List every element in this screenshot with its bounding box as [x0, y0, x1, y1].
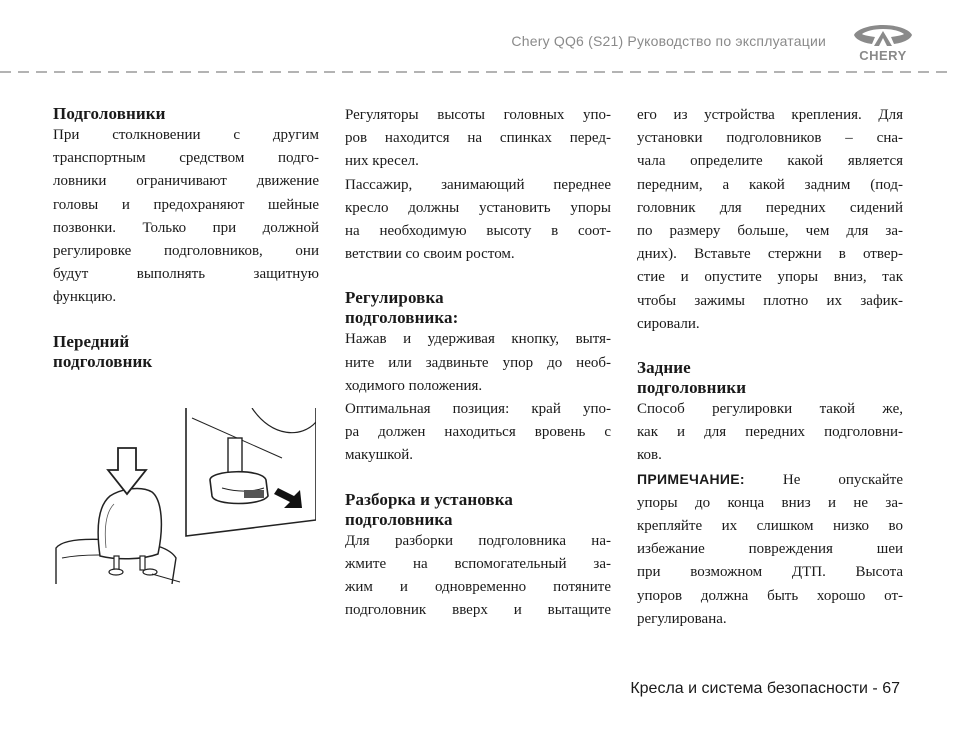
heading-line: Задние — [637, 358, 691, 378]
note-first-line — [637, 468, 903, 492]
front-headrest-heading — [53, 332, 319, 372]
heading-line: подголовника: — [345, 308, 459, 328]
paragraph — [345, 530, 611, 623]
note-text: Не опускайте — [744, 471, 903, 488]
text-line: Оптимальная позиция: край упо- — [345, 401, 611, 418]
paragraph — [345, 174, 611, 267]
text-line: жим и одновременно потяните — [345, 579, 611, 596]
text-line: ните или задвиньте упор до необ- — [345, 354, 611, 371]
adjustment-heading — [345, 288, 611, 328]
headrest-illustration — [52, 408, 316, 584]
text-line: упоров должна быть хорошо от- — [637, 587, 903, 604]
manual-title: Chery QQ6 (S21) Руководство по эксплуатации — [511, 33, 826, 49]
note-label: ПРИМЕЧАНИЕ: — [637, 470, 745, 487]
text-line: регулирована. — [637, 610, 727, 627]
text-line: ловники ограничивают движение — [53, 173, 319, 190]
removal-heading — [345, 490, 611, 530]
column-2 — [345, 104, 611, 622]
text-line: кресло должны установить упоры — [345, 199, 611, 216]
note-paragraph — [637, 468, 903, 631]
chery-emblem-icon — [850, 22, 916, 48]
page-footer: Кресла и система безопасности - 67 — [630, 680, 900, 697]
paragraph — [345, 104, 611, 174]
text-line: ходимого положения. — [345, 377, 483, 394]
text-line: по размеру больше, чем для за- — [637, 223, 903, 240]
text-line: Нажав и удерживая кнопку, вытя- — [345, 331, 611, 348]
text-line: будут выполнять защитную — [53, 266, 319, 283]
text-line: подголовник вверх и вытащите — [345, 602, 611, 619]
text-line: чтобы зажимы плотно их зафик- — [637, 292, 903, 309]
text-line: жмите на вспомогательный за- — [345, 555, 611, 572]
header-divider — [0, 71, 954, 73]
heading-line: Передний — [53, 331, 130, 351]
text-line: ра должен находиться вровень с — [345, 424, 611, 441]
text-line: на необходимую высоту в соот- — [345, 223, 611, 240]
text-line: сировали. — [637, 315, 700, 332]
headrests-intro — [53, 124, 319, 310]
text-line: Способ регулировки такой же, — [637, 401, 903, 418]
column-3 — [637, 104, 903, 631]
text-line: передним, а какой задним (под- — [637, 176, 903, 193]
heading-line: подголовник — [53, 351, 153, 371]
paragraph — [637, 104, 903, 336]
text-line: функцию. — [53, 289, 117, 306]
text-line: Регуляторы высоты головных упо- — [345, 107, 611, 123]
heading-line: Разборка и установка — [345, 489, 513, 509]
text-line: Для разборки подголовника на- — [345, 532, 611, 549]
headrests-heading: Подголовники — [53, 104, 166, 123]
text-line: позвонки. Только при должной — [53, 219, 319, 236]
text-line: ветствии со своим ростом. — [345, 246, 515, 263]
column-1 — [53, 104, 319, 372]
text-line: как и для передних подголовни- — [637, 424, 903, 441]
heading-line: Регулировка — [345, 288, 444, 308]
text-line: упоры до конца вниз и не за- — [637, 494, 903, 511]
text-line: крепляйте их слишком низко во — [637, 518, 903, 535]
text-line: При столкновении с другим — [53, 127, 319, 143]
rear-headrests-heading — [637, 358, 903, 398]
text-line: при возможном ДТП. Высота — [637, 564, 903, 581]
text-line: чала определите какой является — [637, 153, 903, 170]
logo-text: CHERY — [859, 48, 907, 63]
heading-line: подголовника — [345, 509, 453, 529]
text-line: ков. — [637, 447, 662, 464]
text-line: них кресел. — [345, 153, 419, 170]
text-line: регулировке подголовников, они — [53, 243, 319, 260]
paragraph — [345, 328, 611, 398]
text-line: избежание повреждения шеи — [637, 541, 903, 558]
paragraph — [637, 398, 903, 468]
text-line: стие и опустите упоры вниз, так — [637, 269, 903, 286]
text-line: головник для передних сидений — [637, 199, 903, 216]
text-line: установки подголовников – сна- — [637, 130, 903, 147]
text-line: дних). Вставьте стержни в отвер- — [637, 246, 903, 263]
text-line: макушкой. — [345, 447, 413, 464]
text-line: Пассажир, занимающий переднее — [345, 176, 611, 193]
text-line: транспортным средством подго- — [53, 150, 319, 167]
heading-line: подголовники — [637, 378, 747, 398]
text-line: его из устройства крепления. Для — [637, 107, 903, 123]
paragraph — [345, 398, 611, 468]
text-line: ров находится на спинках перед- — [345, 130, 611, 147]
chery-logo — [850, 22, 916, 64]
text-line: головы и предохраняют шейные — [53, 196, 319, 213]
